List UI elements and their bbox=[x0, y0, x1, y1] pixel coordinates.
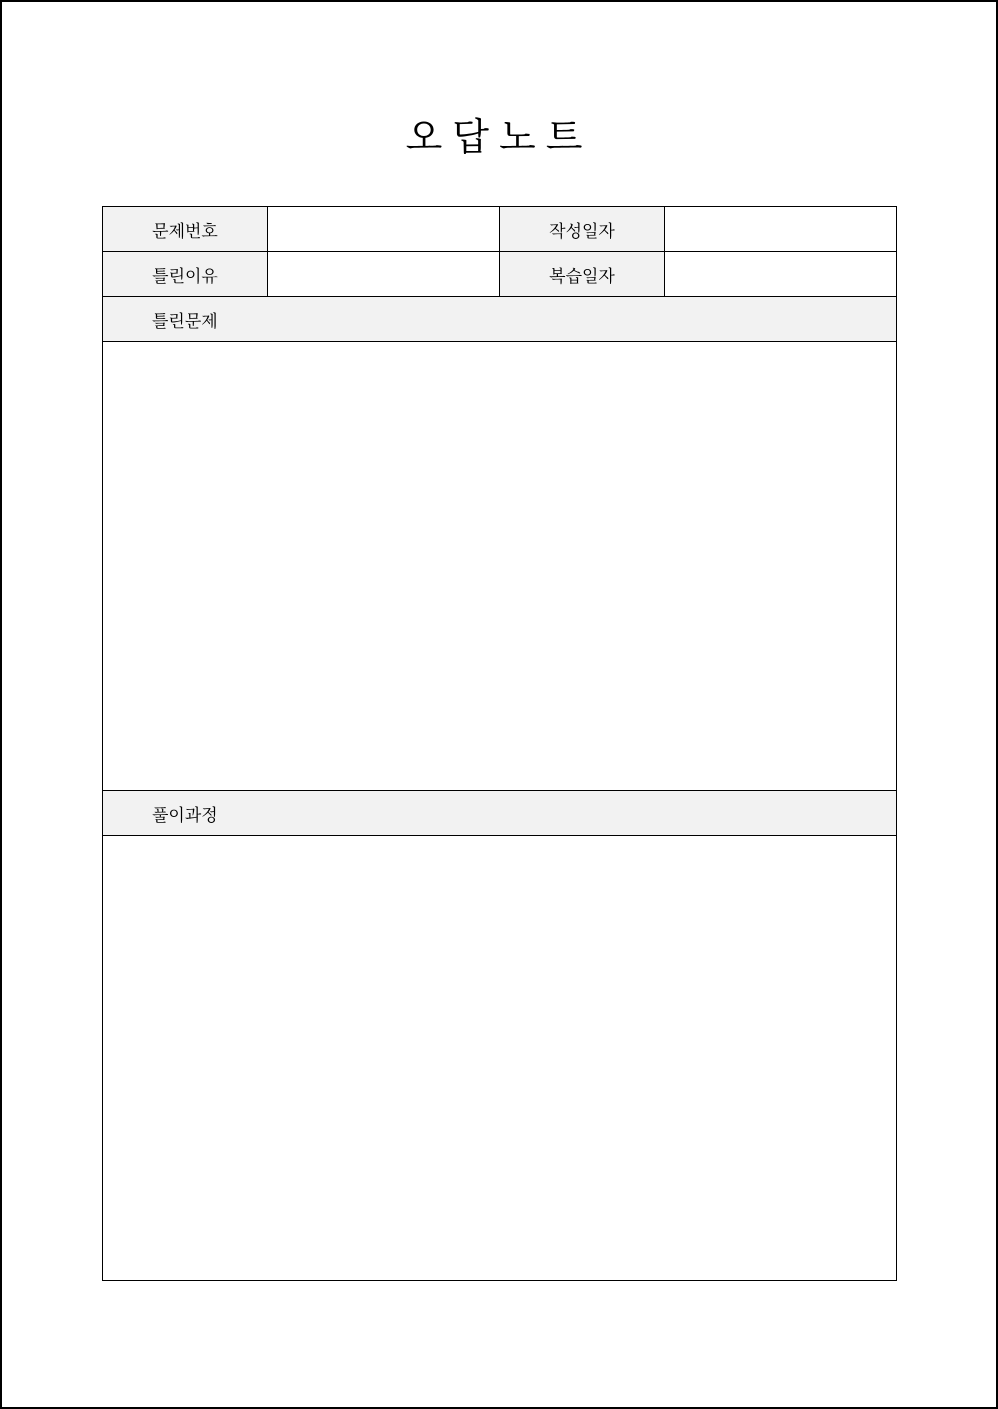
solution-process-area[interactable] bbox=[103, 836, 897, 1281]
solution-process-header-row bbox=[103, 791, 897, 836]
solution-process-label: 풀이과정 bbox=[103, 791, 897, 836]
wrong-problem-label: 틀린문제 bbox=[103, 297, 897, 342]
solution-process-row bbox=[103, 836, 897, 1281]
written-date-field[interactable] bbox=[665, 207, 897, 252]
wrong-answer-note-form bbox=[102, 206, 897, 1281]
problem-number-label: 문제번호 bbox=[103, 207, 268, 252]
form-row-2 bbox=[103, 252, 897, 297]
wrong-problem-header-row bbox=[103, 297, 897, 342]
written-date-label: 작성일자 bbox=[500, 207, 665, 252]
problem-number-field[interactable] bbox=[268, 207, 500, 252]
wrong-problem-area[interactable] bbox=[103, 342, 897, 791]
form-row-1 bbox=[103, 207, 897, 252]
wrong-reason-label: 틀린이유 bbox=[103, 252, 268, 297]
review-date-field[interactable] bbox=[665, 252, 897, 297]
wrong-reason-field[interactable] bbox=[268, 252, 500, 297]
review-date-label: 복습일자 bbox=[500, 252, 665, 297]
page-title: 오답노트 bbox=[405, 115, 593, 159]
wrong-problem-row bbox=[103, 342, 897, 791]
